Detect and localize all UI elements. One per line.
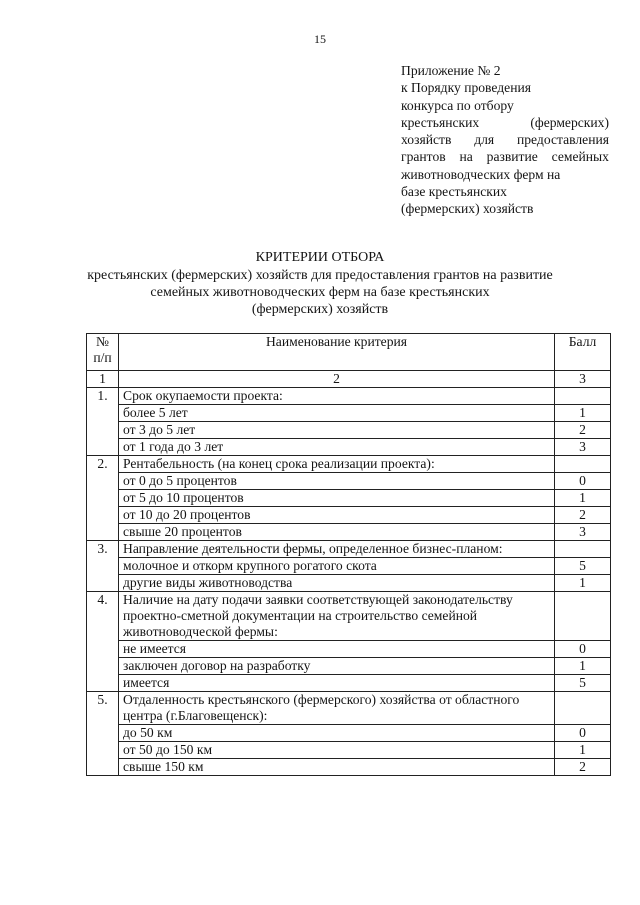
- appendix-line: хозяйств для предоставления: [401, 132, 609, 148]
- index-num: 1: [87, 371, 119, 388]
- criterion-option-label: до 50 км: [119, 725, 555, 742]
- header-num: № п/п: [87, 334, 119, 371]
- criterion-option-row: [87, 473, 611, 490]
- criterion-option-row: [87, 641, 611, 658]
- criterion-option-label: молочное и откорм крупного рогатого скота: [119, 558, 555, 575]
- criterion-option-label: свыше 20 процентов: [119, 524, 555, 541]
- criterion-option-score: 2: [555, 759, 611, 776]
- criterion-option-row: [87, 675, 611, 692]
- criterion-option-label: от 1 года до 3 лет: [119, 439, 555, 456]
- criterion-option-score: 0: [555, 641, 611, 658]
- criterion-option-row: [87, 524, 611, 541]
- criterion-title-score: [555, 456, 611, 473]
- header-score: Балл: [555, 334, 611, 371]
- criterion-option-score: 1: [555, 575, 611, 592]
- criterion-option-label: более 5 лет: [119, 405, 555, 422]
- criterion-title: Отдаленность крестьянского (фермерского) хозяйства от областного центра (г.Благовещенск):: [119, 692, 555, 725]
- appendix-line: Приложение № 2: [401, 63, 501, 78]
- appendix-line: животноводческих ферм на: [401, 166, 561, 182]
- page-number: 15: [314, 32, 326, 46]
- appendix-line: конкурса по отбору: [401, 97, 514, 113]
- document-subtitle: семейных животноводческих ферм на базе крестьянских: [150, 285, 490, 300]
- criterion-title-score: [555, 592, 611, 641]
- criterion-title-score: [555, 541, 611, 558]
- appendix-line: к Порядку проведения: [401, 80, 532, 96]
- criterion-option-score: 2: [555, 422, 611, 439]
- criterion-option-label: имеется: [119, 675, 555, 692]
- criterion-option-score: 3: [555, 439, 611, 456]
- criterion-option-score: 2: [555, 507, 611, 524]
- criteria-table: [86, 333, 611, 776]
- criterion-option-label: от 10 до 20 процентов: [119, 507, 555, 524]
- criterion-title: Рентабельность (на конец срока реализации проекта):: [119, 456, 555, 473]
- document-subtitle: (фермерских) хозяйств: [251, 302, 389, 317]
- criterion-number: 3.: [87, 541, 119, 592]
- criterion-option-score: 0: [555, 725, 611, 742]
- criterion-option-label: другие виды животноводства: [119, 575, 555, 592]
- criterion-option-row: [87, 558, 611, 575]
- criterion-title-score: [555, 692, 611, 725]
- criterion-option-row: [87, 422, 611, 439]
- criterion-title: Срок окупаемости проекта:: [119, 388, 555, 405]
- appendix-line: базе крестьянских: [401, 184, 507, 200]
- index-score: 3: [555, 371, 611, 388]
- criterion-option-score: 5: [555, 558, 611, 575]
- criterion-group-row: [87, 692, 611, 725]
- criterion-option-row: [87, 725, 611, 742]
- criterion-option-row: [87, 490, 611, 507]
- criterion-option-row: [87, 742, 611, 759]
- appendix-block: [401, 62, 609, 218]
- appendix-line: (фермерских) хозяйств: [401, 201, 534, 217]
- criterion-option-row: [87, 405, 611, 422]
- criterion-option-label: от 3 до 5 лет: [119, 422, 555, 439]
- criterion-option-label: заключен договор на разработку: [119, 658, 555, 675]
- criterion-option-row: [87, 575, 611, 592]
- criterion-option-score: 3: [555, 524, 611, 541]
- criterion-option-label: свыше 150 км: [119, 759, 555, 776]
- criterion-option-score: 1: [555, 658, 611, 675]
- criterion-option-label: не имеется: [119, 641, 555, 658]
- table-header-row: [87, 334, 611, 371]
- criterion-option-row: [87, 439, 611, 456]
- header-criterion: Наименование критерия: [119, 334, 555, 371]
- criterion-option-score: 0: [555, 473, 611, 490]
- criterion-group-row: [87, 541, 611, 558]
- criterion-title: Наличие на дату подачи заявки соответствующей законодательству проектно-сметной документации на строительство семейной животноводческой фермы:: [119, 592, 555, 641]
- criterion-option-label: от 5 до 10 процентов: [119, 490, 555, 507]
- criterion-option-label: от 0 до 5 процентов: [119, 473, 555, 490]
- criterion-group-row: [87, 592, 611, 641]
- document-title: КРИТЕРИИ ОТБОРА: [255, 250, 385, 265]
- appendix-line: крестьянских (фермерских): [401, 114, 609, 130]
- criterion-number: 4.: [87, 592, 119, 692]
- criterion-title-score: [555, 388, 611, 405]
- criterion-title: Направление деятельности фермы, определенное бизнес-планом:: [119, 541, 555, 558]
- criterion-option-score: 1: [555, 405, 611, 422]
- criterion-option-score: 1: [555, 490, 611, 507]
- criterion-option-row: [87, 658, 611, 675]
- index-criterion: 2: [119, 371, 555, 388]
- criterion-option-row: [87, 507, 611, 524]
- appendix-line: грантов на развитие семейных: [401, 149, 609, 165]
- document-subtitle: крестьянских (фермерских) хозяйств для предоставления грантов на развитие: [87, 268, 553, 283]
- criterion-option-score: 1: [555, 742, 611, 759]
- criterion-group-row: [87, 388, 611, 405]
- criterion-option-score: 5: [555, 675, 611, 692]
- criterion-number: 2.: [87, 456, 119, 541]
- table-index-row: [87, 371, 611, 388]
- criterion-option-row: [87, 759, 611, 776]
- criterion-option-label: от 50 до 150 км: [119, 742, 555, 759]
- criterion-number: 5.: [87, 692, 119, 776]
- criterion-group-row: [87, 456, 611, 473]
- criterion-number: 1.: [87, 388, 119, 456]
